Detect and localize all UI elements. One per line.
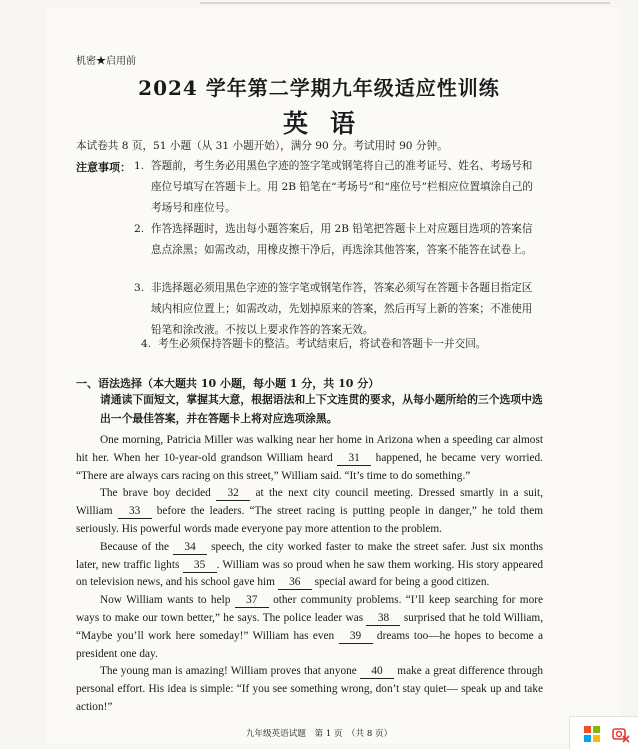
passage-paragraph-2: The brave boy decided 32 at the next city council meeting. Dressed smartly in a suit, William 33 before the leaders. “The street racing is putting people in danger,” he told them seriously. His powerful words made everyone pay more attention to the problem.: [76, 487, 544, 535]
note-4: [141, 334, 549, 355]
exam-title: 2024 学年第二学期九年级适应性训练: [138, 76, 500, 100]
note-number: 2.: [134, 223, 145, 235]
page-edge-line: [200, 2, 610, 4]
page-footer: 九年级英语试题 第 1 页 （共 8 页）: [245, 729, 393, 739]
subject-title: 英语: [282, 109, 377, 138]
note-2: [134, 219, 542, 261]
camera-icon[interactable]: [612, 725, 630, 743]
passage-paragraph-1: One morning, Patricia Miller was walking near her home in Arizona when a speeding car almost hit her. When her 10-year-old grandson William heard 31 happened, he became very worried. “There are always cars racing on this street,” William said. “It’s time to do something.”: [76, 434, 543, 482]
note-text: 答题前，考生务必用黑色字迹的签字笔或钢笔将自己的准考证号、姓名、考场号和座位号填写在答题卡上。用 2B 铅笔在“考场号”和“座位号”栏相应位置填涂自己的考场号和座位号。: [151, 160, 533, 214]
blank-39: 39: [339, 630, 373, 644]
passage-paragraph-4: Now William wants to help 37 other community problems. “I’ll keep searching for more ways to make our town better,” he says. The police leader was 38 surprised that he told William, “Maybe you’ll work here someday!” William has even 39 dreams too—he hopes to become a president one day.: [76, 594, 544, 660]
note-3: [134, 278, 542, 341]
exam-intro: 本试卷共 8 页，51 小题（从 31 小题开始），满分 90 分。考试用时 90 分钟。: [76, 140, 448, 152]
blank-33: 33: [118, 505, 152, 519]
note-1: [134, 156, 542, 219]
passage-paragraph-5: The young man is amazing! William proves that anyone 40 make a great difference through personal effort. His idea is simple: “If you see something wrong, don’t stay quiet— speak up and take action!”: [76, 665, 544, 713]
blank-32: 32: [216, 487, 250, 501]
blank-34: 34: [173, 541, 207, 555]
notes-label: 注意事项：: [76, 161, 131, 174]
note-text: 考生必须保持答题卡的整洁。考试结束后，将试卷和答题卡一并交回。: [158, 338, 487, 350]
confidential-label: 机密★启用前: [76, 56, 136, 67]
blank-37: 37: [235, 594, 269, 608]
taskbar-corner: [569, 716, 638, 749]
note-number: 1.: [134, 160, 145, 172]
blank-36: 36: [278, 576, 312, 590]
blank-40: 40: [360, 665, 394, 679]
windows-icon[interactable]: [584, 726, 600, 742]
note-number: 3.: [134, 282, 145, 294]
note-text: 非选择题必须用黑色字迹的签字笔或钢笔作答，答案必须写在答题卡各题目指定区域内相应位置上；如需改动，先划掉原来的答案，然后再写上新的答案；不准使用铅笔和涂改液。不按以上要求作答的答案无效。: [151, 282, 533, 336]
section-heading: 一、语法选择（本大题共 10 小题，每小题 1 分，共 10 分）: [76, 377, 380, 390]
note-number: 4.: [141, 338, 152, 350]
passage-paragraph-3: Because of the 34 speech, the city worked faster to make the street safer. Just six months later, new traffic lights 35 . William was so proud when he saw them working. His story appeared on television news, and his school gave him 36 special award for being a good citizen.: [76, 540, 543, 589]
blank-38: 38: [366, 612, 400, 626]
reading-passage: [76, 432, 543, 717]
note-text: 作答选择题时，选出每小题答案后，用 2B 铅笔把答题卡上对应题目选项的答案信息点涂黑；如需改动，用橡皮擦干净后，再选涂其他答案，答案不能答在试卷上。: [151, 223, 533, 256]
blank-31: 31: [337, 452, 371, 466]
blank-35: 35: [183, 559, 217, 573]
section-instruction: 请通读下面短文，掌握其大意，根据语法和上下文连贯的要求，从每小题所给的三个选项中选出一个最佳答案，并在答题卡上将对应选项涂黑。: [100, 393, 543, 425]
